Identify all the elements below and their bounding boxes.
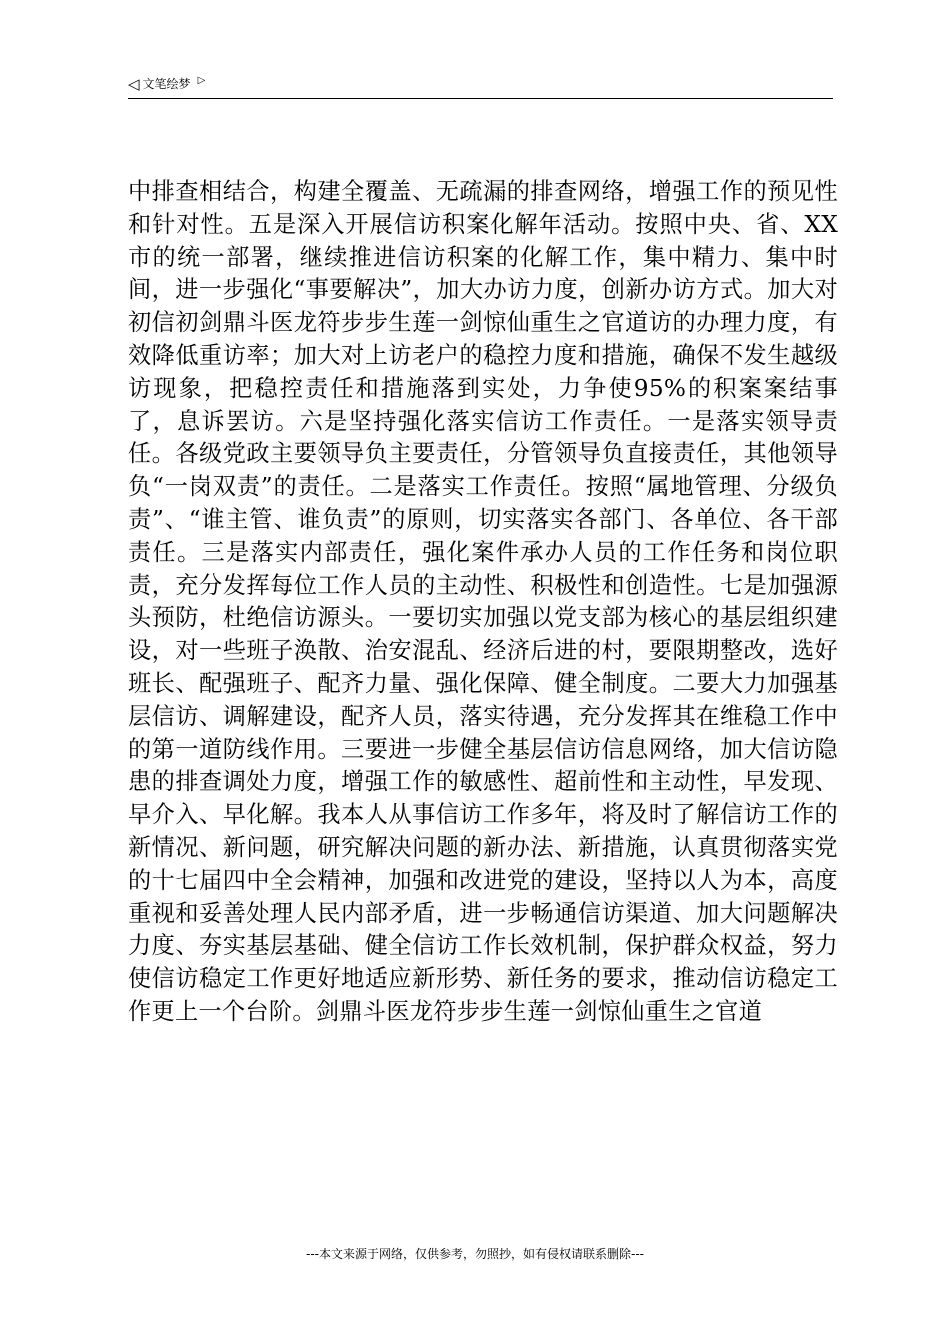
footer-notice: ---本文来源于网络，仅供参考，勿照抄，如有侵权请联系删除--- [306, 1247, 644, 1261]
triangle-right-icon: ▷ [197, 75, 206, 86]
brand-name: 文笔绘梦 [142, 77, 191, 91]
triangle-left-icon: ◁ [128, 75, 140, 93]
header-brand [128, 76, 205, 92]
page-header [128, 72, 833, 99]
body-paragraph: 中排查相结合，构建全覆盖、无疏漏的排查网络，增强工作的预见性和针对性。五是深入开展信访积案化解年活动。按照中央、省、XX市的统一部署，继续推进信访积案的化解工作，集中精力、集中时间，进一步强化“事要解决”，加大办访力度，创新办访方式。加大对初信初剑鼎斗医龙符步步生莲一剑惊仙重生之官道访的办理力度，有效降低重访率；加大对上访老户的稳控力度和措施，确保不发生越级访现象，把稳控责任和措施落到实处，力争使95%的积案案结事了，息诉罢访。六是坚持强化落实信访工作责任。一是落实领导责任。各级党政主要领导负主要责任，分管领导负直接责任，其他领导负“一岗双责”的责任。二是落实工作责任。按照“属地管理、分级负责”、“谁主管、谁负责”的原则，切实落实各部门、各单位、各干部责任。三是落实内部责任，强化案件承办人员的工作任务和岗位职责，充分发挥每位工作人员的主动性、积极性和创造性。七是加强源头预防，杜绝信访源头。一要切实加强以党支部为核心的基层组织建设，对一些班子涣散、治安混乱、经济后进的村，要限期整改，选好班长、配强班子、配齐力量、强化保障、健全制度。二要大力加强基层信访、调解建设，配齐人员，落实待遇，充分发挥其在维稳工作中的第一道防线作用。三要进一步健全基层信访信息网络，加大信访隐患的排查调处力度，增强工作的敏感性、超前性和主动性，早发现、早介入、早化解。我本人从事信访工作多年，将及时了解信访工作的新情况、新问题，研究解决问题的新办法、新措施，认真贯彻落实党的十七届四中全会精神，加强和改进党的建设，坚持以人为本，高度重视和妥善处理人民内部矛盾，进一步畅通信访渠道、加大问题解决力度、夯实基层基础、健全信访工作长效机制，保护群众权益，努力使信访稳定工作更好地适应新形势、新任务的要求，推动信访稳定工作更上一个台阶。剑鼎斗医龙符步步生莲一剑惊仙重生之官道 [128, 178, 838, 1025]
